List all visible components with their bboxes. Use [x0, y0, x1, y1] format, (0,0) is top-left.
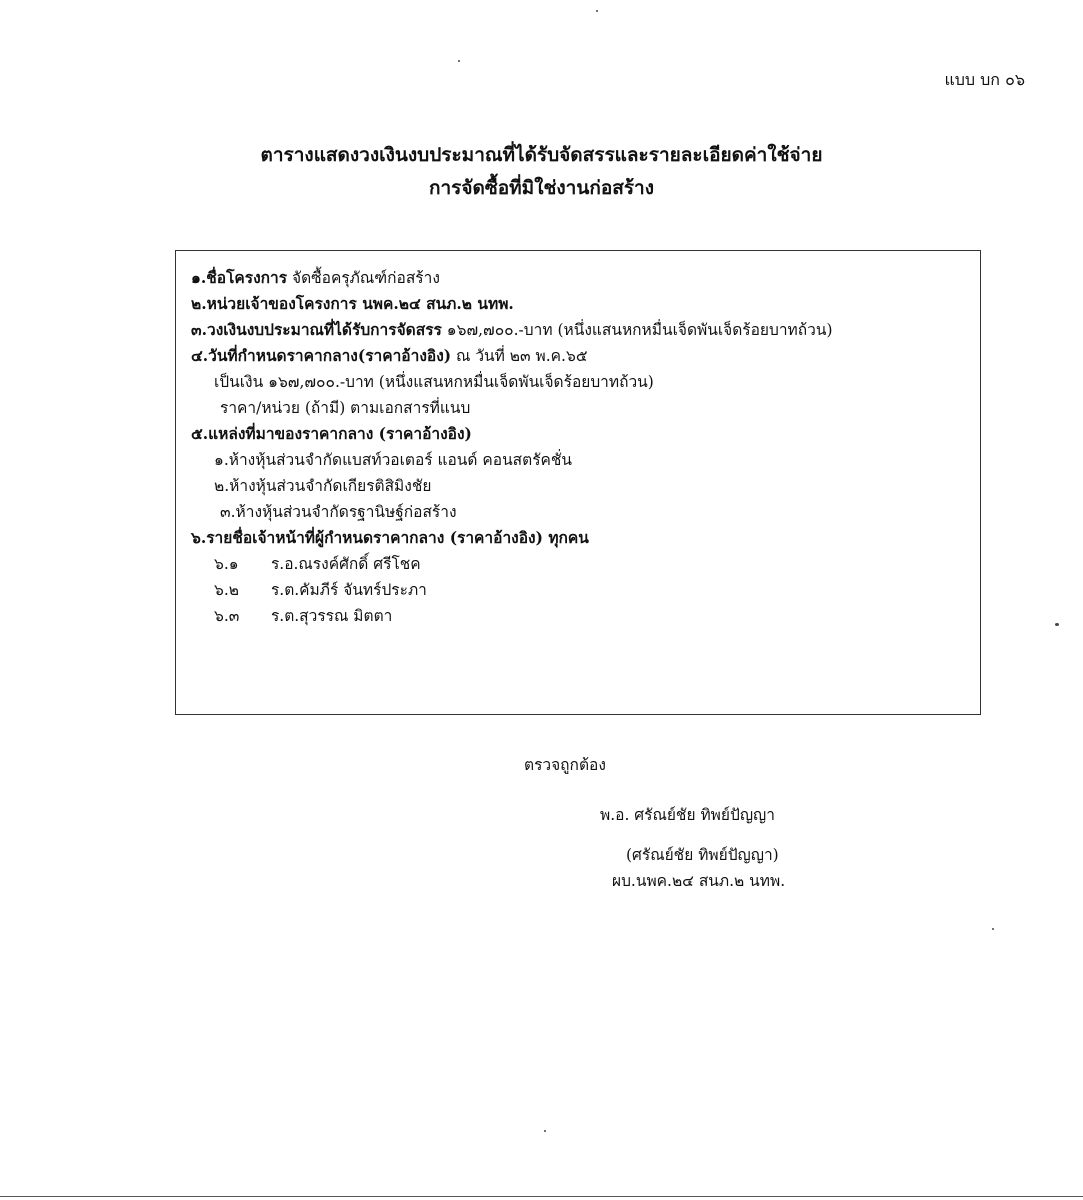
form-code: แบบ บก ๐๖ — [944, 70, 1025, 89]
verification-heading: ตรวจถูกต้อง — [524, 756, 606, 774]
scan-speck — [596, 10, 598, 12]
signer-position: ผบ.นพค.๒๔ สนภ.๒ นทพ. — [612, 872, 786, 890]
project-name-label: ๑.ชื่อโครงการ — [191, 268, 288, 287]
scan-speck — [544, 1130, 546, 1132]
signer-rank-name: พ.อ. ศรัณย์ชัย ทิพย์ปัญญา — [600, 806, 775, 824]
bottom-scan-rule — [0, 1196, 1083, 1197]
document-title-line1: ตารางแสดงวงเงินงบประมาณที่ได้รับจัดสรรและรายละเอียดค่าใช้จ่าย — [260, 144, 823, 166]
unit-price-note: ราคา/หน่วย (ถ้ามี) ตามเอกสารที่แนบ — [220, 399, 471, 417]
budget-label: ๓.วงเงินงบประมาณที่ได้รับการจัดสรร — [191, 320, 442, 339]
officer-number: ๖.๑ — [214, 555, 239, 573]
scan-speck — [1055, 623, 1059, 626]
reference-date-row — [191, 343, 588, 368]
price-source-3: ๓.ห้างหุ้นส่วนจำกัดรฐานิษฐ์ก่อสร้าง — [220, 503, 457, 521]
officer-row — [214, 577, 427, 602]
officer-number: ๖.๓ — [214, 607, 240, 625]
details-box — [175, 250, 981, 715]
project-name-value: จัดซื้อครุภัณฑ์ก่อสร้าง — [292, 269, 440, 287]
budget-row — [191, 317, 833, 342]
officer-row — [214, 603, 392, 628]
price-source-1: ๑.ห้างหุ้นส่วนจำกัดแบสท์วอเตอร์ แอนด์ คอนสตรัคชั่น — [214, 451, 573, 469]
officer-row — [214, 551, 421, 576]
budget-value: ๑๖๗,๗๐๐.-บาท (หนึ่งแสนหกหมื่นเจ็ดพันเจ็ดร้อยบาทถ้วน) — [446, 321, 833, 339]
reference-date-label: ๔.วันที่กำหนดราคากลาง(ราคาอ้างอิง) — [191, 346, 452, 365]
scan-speck — [458, 60, 460, 62]
project-name-row — [191, 265, 440, 290]
document-title-line2: การจัดซื้อที่มิใช่งานก่อสร้าง — [429, 177, 654, 199]
officer-name: ร.อ.ณรงค์ศักดิ์ ศรีโชค — [270, 555, 421, 573]
scan-speck — [992, 928, 994, 930]
signer-name-parenthetical: (ศรัณย์ชัย ทิพย์ปัญญา) — [626, 846, 779, 864]
project-owner-row — [191, 291, 514, 316]
officer-number: ๖.๒ — [214, 581, 239, 599]
officers-heading: ๖.รายชื่อเจ้าหน้าที่ผู้กำหนดราคากลาง (ราคาอ้างอิง) ทุกคน — [191, 528, 589, 547]
price-source-heading: ๕.แหล่งที่มาของราคากลาง (ราคาอ้างอิง) — [191, 424, 472, 443]
project-owner-value: นพค.๒๔ สนภ.๒ นทพ. — [362, 294, 514, 313]
project-owner-label: ๒.หน่วยเจ้าของโครงการ — [191, 294, 357, 313]
reference-amount: เป็นเงิน ๑๖๗,๗๐๐.-บาท (หนึ่งแสนหกหมื่นเจ็ดพันเจ็ดร้อยบาทถ้วน) — [214, 373, 654, 391]
officer-name: ร.ต.สุวรรณ มิตตา — [270, 607, 393, 625]
officer-name: ร.ต.คัมภีร์ จันทร์ประภา — [270, 581, 427, 599]
reference-date-value: ณ วันที่ ๒๓ พ.ค.๖๕ — [456, 347, 588, 365]
price-source-2: ๒.ห้างหุ้นส่วนจำกัดเกียรติสิมิงชัย — [214, 477, 432, 495]
